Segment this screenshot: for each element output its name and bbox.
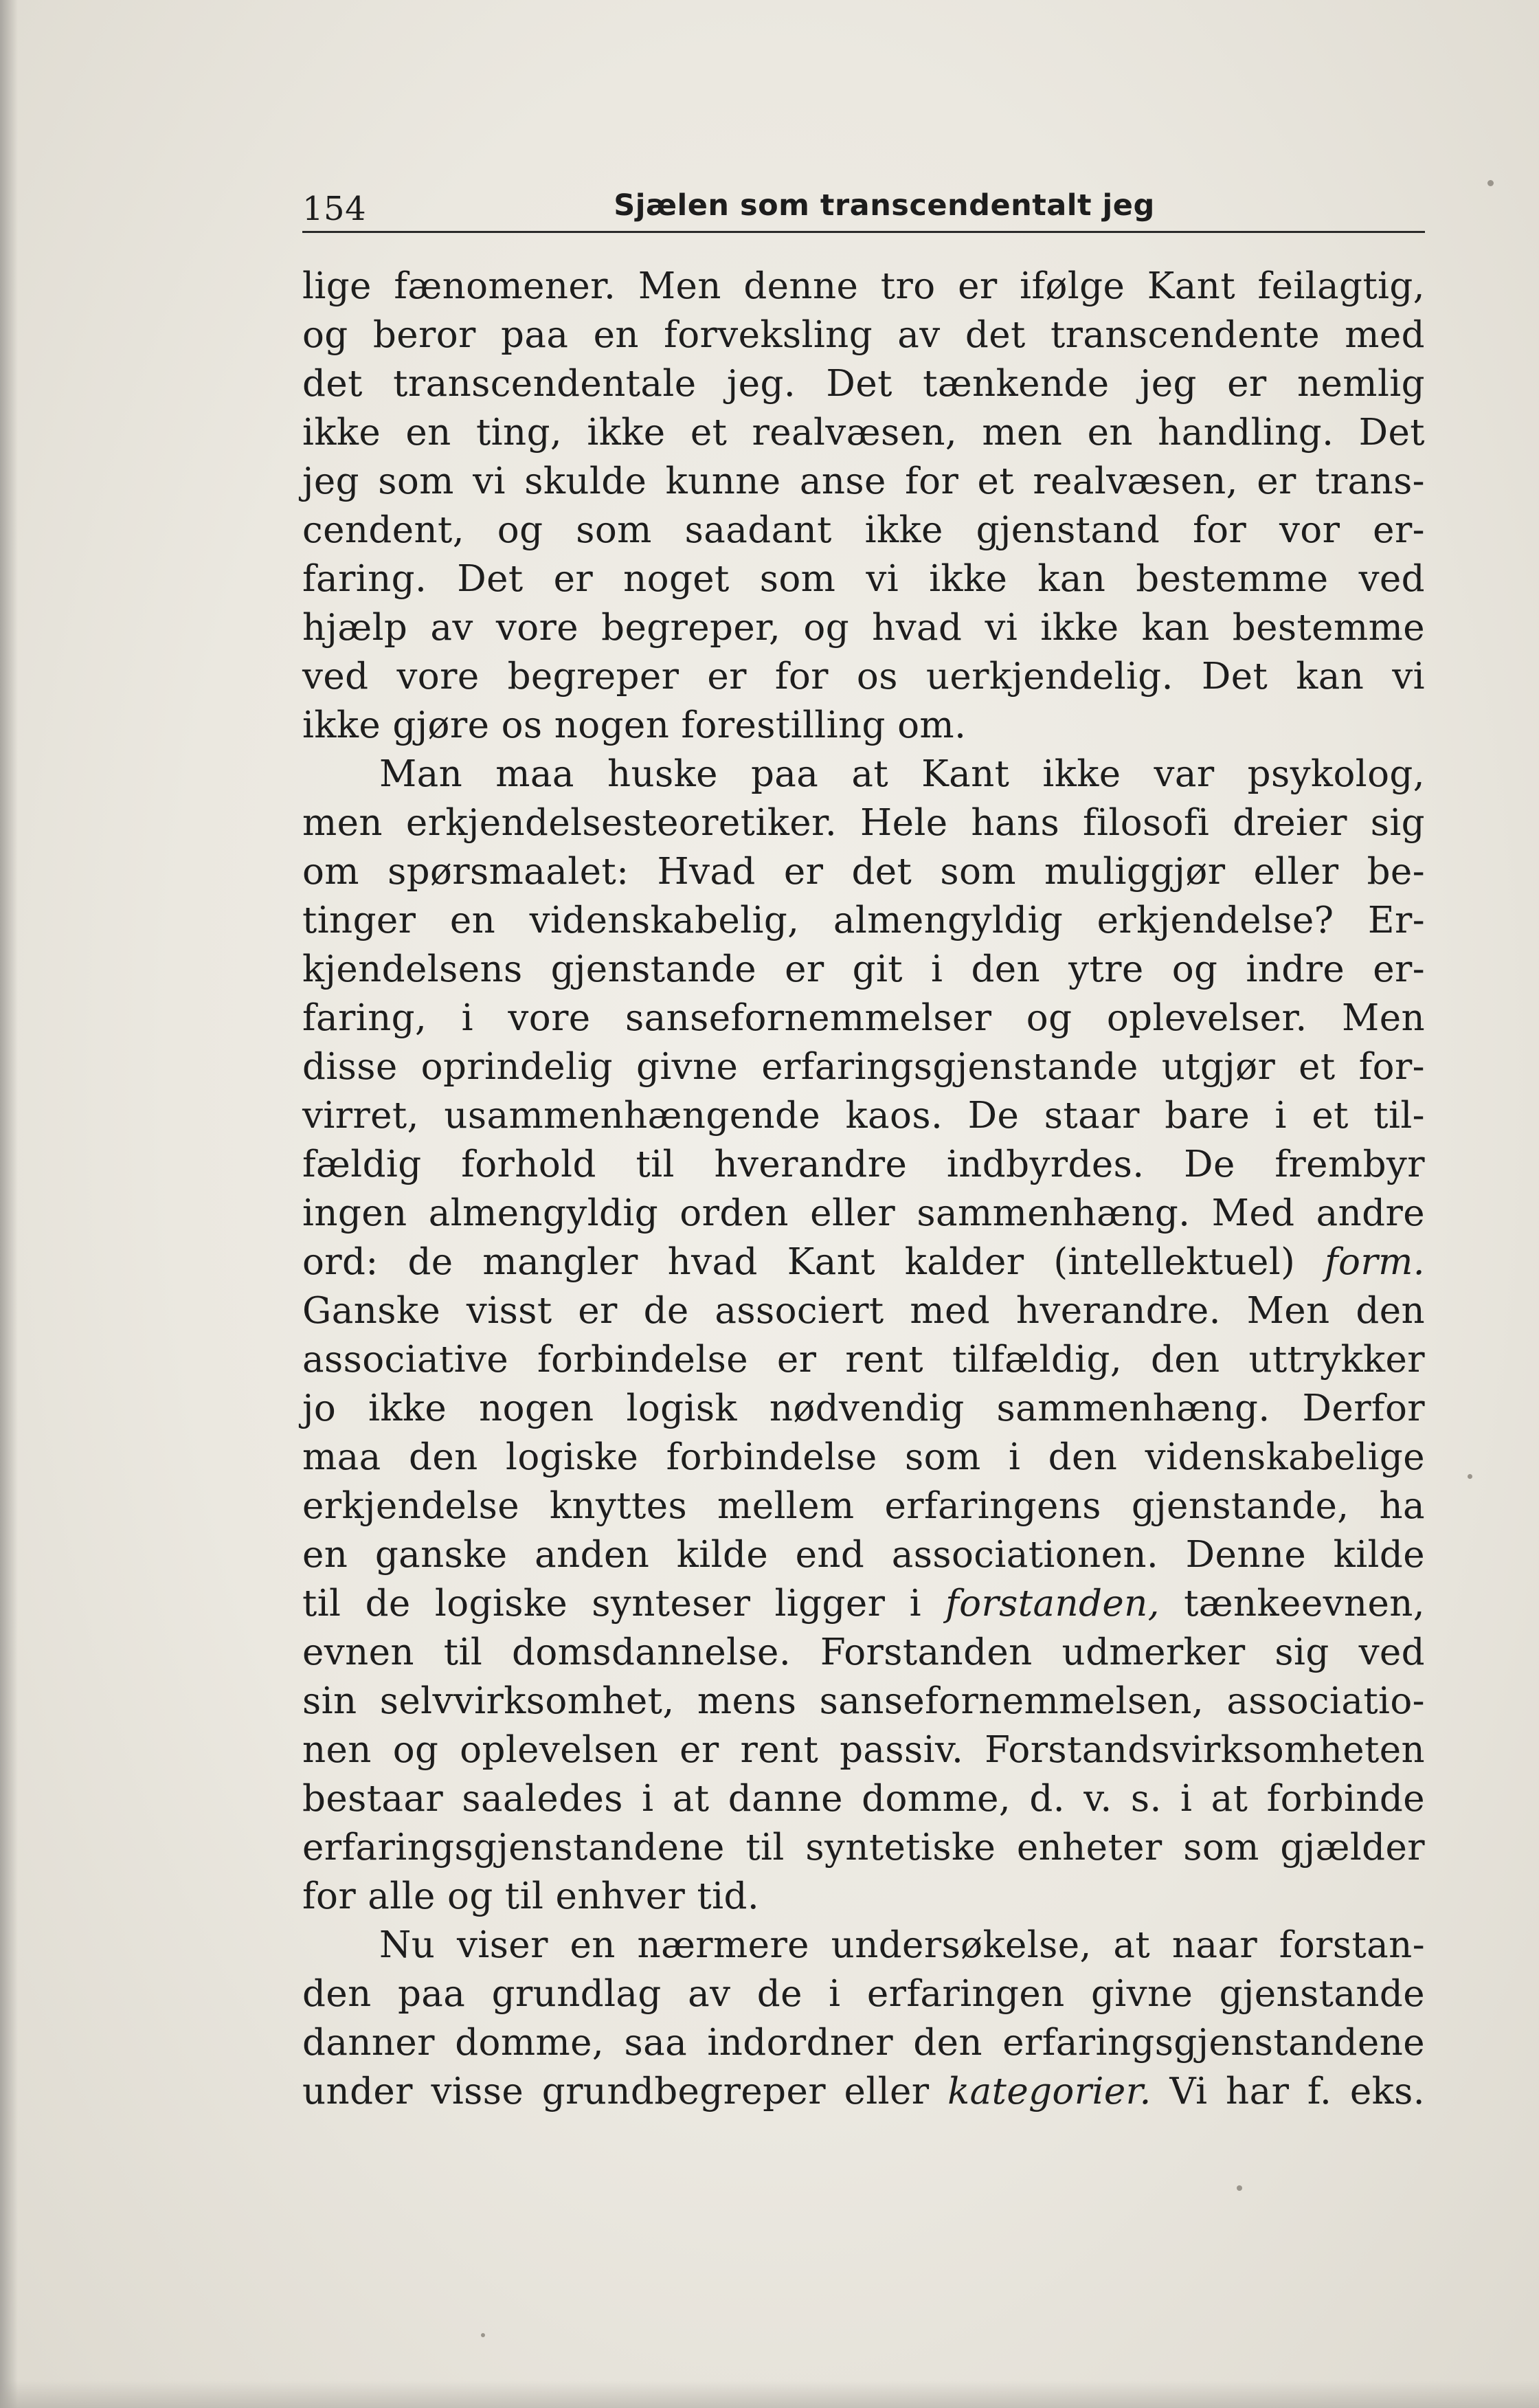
emphasized-term: forstanden, [945, 1583, 1160, 1625]
text-line: hjælp av vore begreper, og hvad vi ikke kan bestemme [302, 607, 1425, 649]
paper-speck [481, 2333, 485, 2337]
text-line: jo ikke nogen logisk nødvendig sammenhæng. Derfor [302, 1387, 1425, 1429]
text-run: til de logiske synteser ligger i [302, 1583, 946, 1625]
body-text [302, 262, 1425, 2116]
text-line: fældig forhold til hverandre indbyrdes. De frembyr [302, 1144, 1425, 1185]
text-line: men erkjendelsesteoretiker. Hele hans filosofi dreier sig [302, 802, 1425, 844]
text-line [302, 2067, 1425, 2116]
paragraph-1 [302, 262, 1425, 750]
emphasized-term: kategorier. [947, 2071, 1152, 2112]
running-head [302, 186, 1425, 233]
text-line: associative forbindelse er rent tilfældig, den uttrykker [302, 1339, 1425, 1381]
text-line: ikke en ting, ikke et realvæsen, men en handling. Det [302, 412, 1425, 454]
text-line: virret, usammenhængende kaos. De staar bare i et til- [302, 1095, 1425, 1137]
text-line: cendent, og som saadant ikke gjenstand for vor er- [302, 509, 1425, 551]
paper-speck [1487, 180, 1494, 186]
text-line: nen og oplevelsen er rent passiv. Forstandsvirksomheten [302, 1729, 1425, 1771]
text-run: tænkeevnen, [1159, 1583, 1426, 1625]
text-line: Nu viser en nærmere undersøkelse, at naar forstan- [379, 1924, 1425, 1966]
text-line [302, 1579, 1425, 1628]
text-line: den paa grundlag av de i erfaringen givne gjenstande [302, 1973, 1425, 2015]
page-gutter-shadow [0, 0, 18, 2408]
text-line: lige fænomener. Men denne tro er ifølge Kant feilagtig, [302, 265, 1425, 307]
text-line: bestaar saaledes i at danne domme, d. v. s. i at forbinde [302, 1778, 1425, 1820]
page-number: 154 [302, 190, 367, 228]
text-line: faring. Det er noget som vi ikke kan bestemme ved [302, 558, 1425, 600]
text-line: evnen til domsdannelse. Forstanden udmerker sig ved [302, 1631, 1425, 1673]
text-line: om spørsmaalet: Hvad er det som muliggjør eller be- [302, 851, 1425, 893]
text-line: ikke gjøre os nogen forestilling om. [302, 704, 967, 746]
paper-speck [1237, 2185, 1242, 2191]
text-run: ord: de mangler hvad Kant kalder (intellektuel) [302, 1241, 1325, 1283]
text-line: faring, i vore sansefornemmelser og oplevelser. Men [302, 997, 1425, 1039]
text-line: Man maa huske paa at Kant ikke var psykolog, [379, 753, 1425, 795]
text-line [302, 1238, 1425, 1286]
text-line: en ganske anden kilde end associationen. Denne kilde [302, 1534, 1425, 1576]
text-block [302, 186, 1425, 2116]
text-run: under visse grundbegreper eller [302, 2071, 948, 2112]
emphasized-term: form. [1325, 1241, 1425, 1283]
paper-speck [1468, 1474, 1472, 1479]
text-line: tinger en videnskabelig, almengyldig erkjendelse? Er- [302, 900, 1425, 941]
text-line: erfaringsgjenstandene til syntetiske enheter som gjælder [302, 1827, 1425, 1869]
text-line: kjendelsens gjenstande er git i den ytre og indre er- [302, 948, 1425, 990]
running-title: Sjælen som transcendentalt jeg [614, 188, 1155, 223]
text-run: Vi har f. eks. [1151, 2071, 1425, 2112]
text-line: og beror paa en forveksling av det transcendente med [302, 314, 1425, 356]
text-line: jeg som vi skulde kunne anse for et realvæsen, er trans- [302, 460, 1425, 502]
text-line: disse oprindelig givne erfaringsgjenstande utgjør et for- [302, 1046, 1425, 1088]
paragraph-2 [302, 750, 1425, 1921]
text-line: erkjendelse knyttes mellem erfaringens gjenstande, ha [302, 1485, 1425, 1527]
text-line: sin selvvirksomhet, mens sansefornemmelsen, associatio- [302, 1680, 1425, 1722]
text-line: maa den logiske forbindelse som i den videnskabelige [302, 1436, 1425, 1478]
text-line: Ganske visst er de associert med hverandre. Men den [302, 1290, 1425, 1332]
paragraph-3 [302, 1921, 1425, 2116]
text-line: danner domme, saa indordner den erfaringsgjenstandene [302, 2022, 1425, 2064]
text-line: for alle og til enhver tid. [302, 1875, 760, 1917]
text-line: ved vore begreper er for os uerkjendelig. Det kan vi [302, 656, 1425, 698]
page-bottom-shadow [0, 2381, 1539, 2408]
text-line: det transcendentale jeg. Det tænkende jeg er nemlig [302, 363, 1425, 405]
text-line: ingen almengyldig orden eller sammenhæng. Med andre [302, 1192, 1425, 1234]
